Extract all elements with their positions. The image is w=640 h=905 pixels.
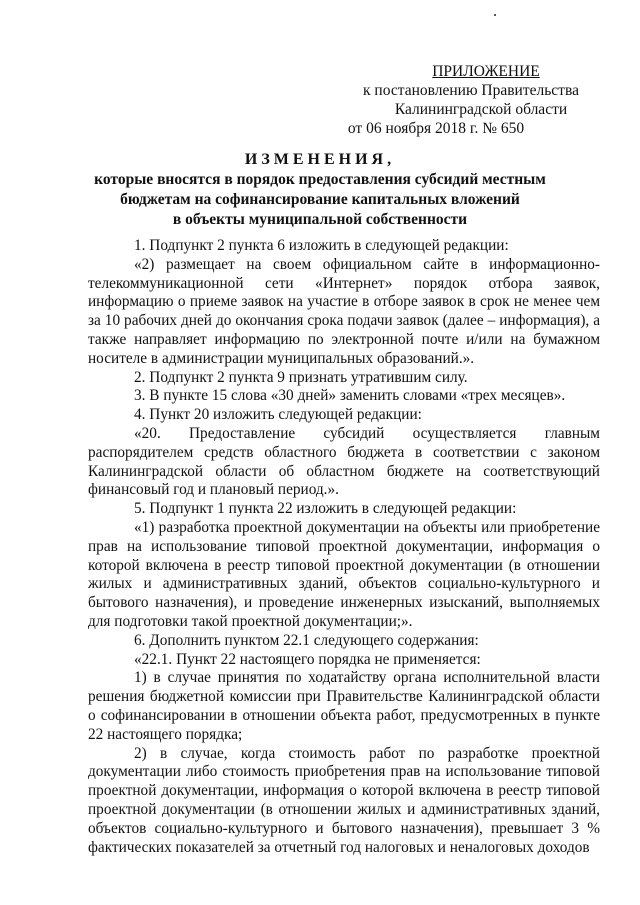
paragraph-8: «1) разработка проектной документации на объекты или приобретение прав на использование типовой проектной документации, информация о которой включена в реестр типовой проектной документации (в отношении жилых и административных зданий, объектов социально-культурного и бытового назначения), и проведение инженерных изысканий, выполняемых для подготовки такой проектной документации;». — [88, 518, 600, 630]
paragraph-11: 1) в случае принятия по ходатайству органа исполнительной власти решения бюджетной комиссии при Правительстве Калининградской области о софинансировании в отношении объекта работ, предусмотренных в пункте 22 настоящего порядка; — [88, 669, 600, 743]
paragraph-1: 1. Подпункт 2 пункта 6 изложить в следующей редакции: — [134, 237, 509, 254]
appendix-line-region: Калининградской области — [394, 101, 568, 118]
paragraph-10: «22.1. Пункт 22 настоящего порядка не применяется: — [134, 650, 481, 668]
paragraph-12: 2) в случае, когда стоимость работ по разработке проектной документации либо стоимость приобретения прав на использование типовой проектной документации, информация о которой включена в реестр типовой проектной документации (в отношении жилых и административных зданий, объектов социально-культурного и бытового назначения), превышает 3 % фактических показателей за отчетный год налоговых и неналоговых доходов — [88, 744, 600, 856]
paragraph-3: 2. Подпункт 2 пункта 9 признать утратившим силу. — [134, 368, 468, 386]
title-line-3: в объекты муниципальной собственности — [172, 211, 468, 228]
title-line-1: которые вносятся в порядок предоставления субсидий местным — [94, 171, 546, 188]
appendix-line-resolution: к постановлению Правительства — [363, 82, 579, 99]
document-body — [88, 237, 600, 857]
title-main: ИЗМЕНЕНИЯ, — [244, 151, 396, 168]
paragraph-5: 4. Пункт 20 изложить следующей редакции: — [134, 406, 422, 424]
appendix-block — [286, 62, 586, 138]
appendix-title: ПРИЛОЖЕНИЕ — [432, 63, 540, 80]
scan-speck — [494, 14, 496, 16]
paragraph-9: 6. Дополнить пунктом 22.1 следующего содержания: — [134, 631, 479, 649]
paragraph-4: 3. В пункте 15 слова «30 дней» заменить словами «трех месяцев». — [134, 387, 566, 405]
title-line-2: бюджетам на софинансирование капитальных вложений — [120, 191, 520, 208]
paragraph-2: «2) размещает на своем официальном сайте в информационно-телекоммуникационной сети «Интернет» порядок отбора заявок, информацию о приеме заявок на участие в отборе заявок в срок не менее чем за 10 рабочих дней до окончания срока подачи заявок (далее – информация), а также направляет информацию по электронной почте и/или на бумажном носителе в администрации муниципальных образований.». — [88, 255, 600, 367]
document-title — [80, 150, 560, 230]
appendix-line-date: от 06 ноября 2018 г. № 650 — [347, 120, 525, 137]
paragraph-7: 5. Подпункт 1 пункта 22 изложить в следующей редакции: — [134, 500, 517, 518]
paragraph-6: «20. Предоставление субсидий осуществляется главным распорядителем средств областного бюджета в соответствии с законом Калининградской области об областном бюджете на соответствующий финансовый год и плановый период.». — [88, 424, 600, 499]
